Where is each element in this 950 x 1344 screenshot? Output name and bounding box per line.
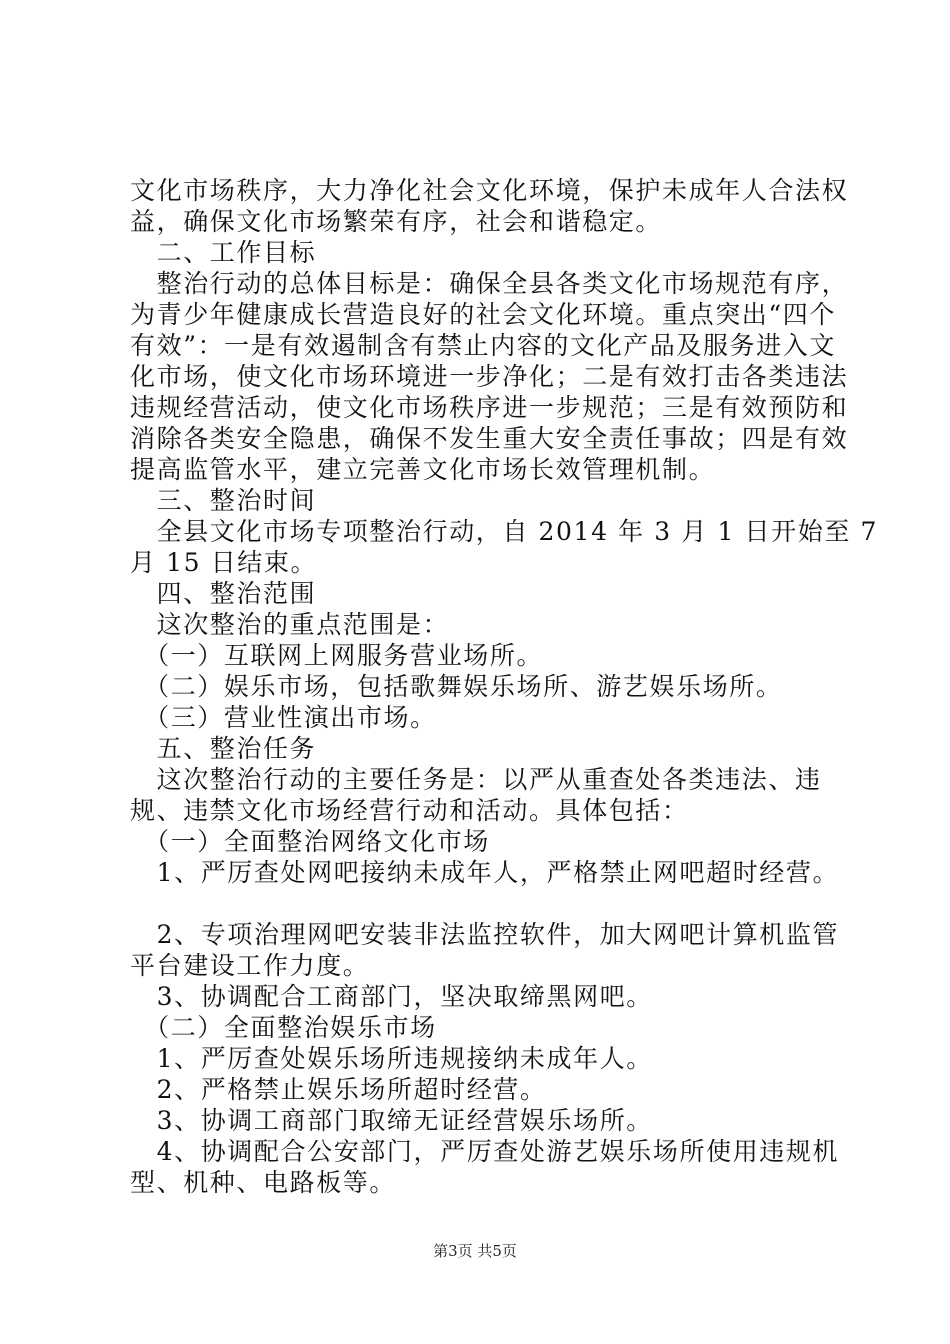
text-line: 化市场，使文化市场环境进一步净化；二是有效打击各类违法 bbox=[130, 362, 849, 391]
subsection-heading: （一）全面整治网络文化市场 bbox=[130, 827, 490, 856]
list-item: 3、协调配合工商部门，坚决取缔黑网吧。 bbox=[130, 982, 653, 1011]
list-item: （一）互联网上网服务营业场所。 bbox=[130, 641, 544, 670]
text-line: 全县文化市场专项整治行动，自 2014 年 3 月 1 日开始至 7 bbox=[130, 517, 878, 546]
section-heading: 二、工作目标 bbox=[130, 238, 317, 267]
text-line: 平台建设工作力度。 bbox=[130, 951, 370, 980]
text-line: 月 15 日结束。 bbox=[130, 548, 318, 577]
list-item: （三）营业性演出市场。 bbox=[130, 703, 437, 732]
section-heading: 四、整治范围 bbox=[130, 579, 317, 608]
text-line: 为青少年健康成长营造良好的社会文化环境。重点突出“四个 bbox=[130, 300, 836, 329]
text-line: 有效”：一是有效遏制含有禁止内容的文化产品及服务进入文 bbox=[130, 331, 836, 360]
list-item: （二）娱乐市场，包括歌舞娱乐场所、游艺娱乐场所。 bbox=[130, 672, 783, 701]
page-number: 第3页 共5页 bbox=[433, 1242, 517, 1260]
text-line: 型、机种、电路板等。 bbox=[130, 1168, 397, 1197]
section-heading: 三、整治时间 bbox=[130, 486, 317, 515]
list-item: 3、协调工商部门取缔无证经营娱乐场所。 bbox=[130, 1106, 653, 1135]
text-line: 整治行动的总体目标是：确保全县各类文化市场规范有序， bbox=[130, 269, 849, 298]
subsection-heading: （二）全面整治娱乐市场 bbox=[130, 1013, 437, 1042]
text-line: 这次整治的重点范围是： bbox=[130, 610, 450, 639]
section-heading: 五、整治任务 bbox=[130, 734, 317, 763]
text-line: 消除各类安全隐患，确保不发生重大安全责任事故；四是有效 bbox=[130, 424, 849, 453]
list-item: 2、专项治理网吧安装非法监控软件，加大网吧计算机监管 bbox=[130, 920, 840, 949]
list-item: 1、严厉查处网吧接纳未成年人，严格禁止网吧超时经营。 bbox=[130, 858, 840, 887]
text-line: 违规经营活动，使文化市场秩序进一步规范；三是有效预防和 bbox=[130, 393, 849, 422]
text-line: 文化市场秩序，大力净化社会文化环境，保护未成年人合法权 bbox=[130, 176, 849, 205]
list-item: 2、严格禁止娱乐场所超时经营。 bbox=[130, 1075, 547, 1104]
text-line: 规、违禁文化市场经营行动和活动。具体包括： bbox=[130, 796, 689, 825]
text-line: 益，确保文化市场繁荣有序，社会和谐稳定。 bbox=[130, 207, 663, 236]
text-line: 提高监管水平，建立完善文化市场长效管理机制。 bbox=[130, 455, 716, 484]
list-item: 1、严厉查处娱乐场所违规接纳未成年人。 bbox=[130, 1044, 653, 1073]
text-line: 这次整治行动的主要任务是：以严从重查处各类违法、违 bbox=[130, 765, 822, 794]
list-item: 4、协调配合公安部门，严厉查处游艺娱乐场所使用违规机 bbox=[130, 1137, 840, 1166]
